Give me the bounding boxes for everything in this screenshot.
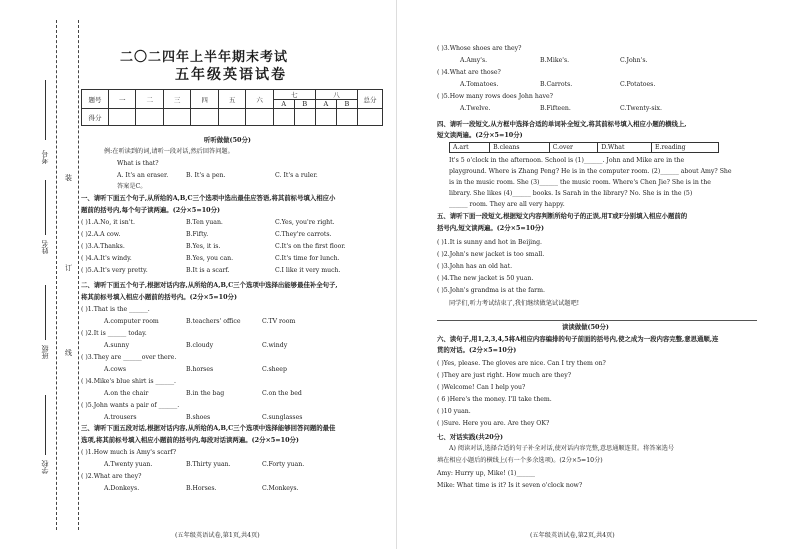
score-col: 五 [218, 90, 245, 109]
section3-title-2: 选项,将其前标号填入相应小题前的括号内,每段对话读两遍。(2分×5=10分) [81, 436, 299, 444]
answer-option: A.computer room [104, 318, 159, 325]
score-table [81, 89, 383, 126]
question-item[interactable]: ( )4.Mike's blue shirt is ______. [81, 378, 177, 385]
answer-option: C.on the bed [262, 390, 302, 397]
example-option-c: C. It's a ruler. [275, 172, 318, 179]
xuexiao-label: 学校 [41, 460, 49, 474]
reading-part-title: 读读做做(50分) [562, 323, 609, 331]
answer-option: B.Thirty yuan. [186, 461, 231, 468]
answer-option: B.Ten yuan. [186, 219, 223, 226]
question-item[interactable]: ( )5.How many rows does John have? [437, 93, 553, 100]
page-divider [396, 0, 397, 549]
kaohao-label: 考号 [41, 150, 49, 164]
true-false-item[interactable]: ( )3.John has an old hat. [437, 263, 513, 270]
section7-title: 七、对话实践(共20分) [437, 433, 504, 441]
true-false-item[interactable]: ( )2.John's new jacket is too small. [437, 251, 545, 258]
question-item[interactable]: ( )2.It is ______ today. [81, 330, 147, 337]
question-item[interactable]: ( )3.They are ______over there. [81, 354, 177, 361]
score-cell[interactable] [136, 109, 163, 126]
ordering-item[interactable]: ( )10 yuan. [437, 408, 471, 415]
ordering-item[interactable]: ( )They are just right. How much are they? [437, 372, 572, 379]
answer-option: A.Donkeys. [104, 485, 140, 492]
banji-field[interactable] [45, 285, 46, 340]
binding-line [56, 20, 57, 530]
exam-title: 二〇二四年上半年期末考试 [120, 50, 289, 65]
example-answer: 答案是C。 [117, 183, 147, 190]
answer-option: C.Monkeys. [262, 485, 299, 492]
binding-mark-3: 线 [65, 349, 72, 357]
answer-option: C.windy [262, 342, 288, 349]
binding-line-inner [78, 20, 79, 530]
answer-option: C.Twenty-six. [620, 105, 663, 112]
score-cell[interactable] [191, 109, 218, 126]
section2-title: 二、请听下面五个句子,根据对话内容,从所给的A,B,C三个选项中选择出能够最佳补全句子, [81, 281, 338, 289]
score-cell[interactable] [336, 109, 357, 126]
answer-option: B.It is a scarf. [186, 267, 230, 274]
kaohao-field[interactable] [45, 80, 46, 140]
score-col: 一 [109, 90, 136, 109]
section6-title-2: 贯的对话。(2分×5=10分) [437, 346, 517, 354]
ordering-item[interactable]: ( )Welcome! Can I help you? [437, 384, 526, 391]
answer-option: B.teachers' office [186, 318, 241, 325]
xingming-label: 姓名 [41, 240, 49, 254]
answer-option: C.They're carrots. [275, 231, 332, 238]
word-box-option: D.What [598, 143, 652, 153]
score-sub: B [294, 100, 315, 109]
answer-option: B.Yes, it is. [186, 243, 221, 250]
answer-option: C.It's time for lunch. [275, 255, 340, 262]
section5-title-2: 括号内,短文读两遍。(2分×5=10分) [437, 224, 545, 232]
banji-label: 班级 [41, 345, 49, 359]
exam-subtitle: 五年级英语试卷 [175, 67, 287, 83]
answer-option: B.shoes [186, 414, 211, 421]
answer-option: A.Tomatoes. [460, 81, 499, 88]
word-box-option: E.reading [651, 143, 718, 153]
answer-option: A.Amy's. [460, 57, 488, 64]
listening-part-title: 听听做做(50分) [204, 136, 251, 144]
answer-option: C.I like it very much. [275, 267, 341, 274]
answer-option: C.John's. [620, 57, 648, 64]
score-col: 四 [191, 90, 218, 109]
passage-line: is in the music room. She (3)______ the music room. Where's Chen Jie? She is in the [449, 179, 711, 186]
score-col: 六 [246, 90, 273, 109]
true-false-item[interactable]: ( )1.It is sunny and hot in Beijing. [437, 239, 543, 246]
word-box [449, 142, 719, 153]
answer-option: B.Horses. [186, 485, 217, 492]
section4-title-2: 短文读两遍。(2分×5=10分) [437, 131, 523, 139]
answer-option: A.trousers [104, 414, 137, 421]
section3-title: 三、请听下面五段对话,根据对话内容,从所给的A,B,C三个选项中选择能够回答问题的最佳 [81, 424, 336, 432]
question-item[interactable]: ( )5.John wants a pair of ______. [81, 402, 180, 409]
answer-option: C.Potatoes. [620, 81, 656, 88]
score-col: 八 [315, 90, 357, 100]
true-false-item[interactable]: ( )5.John's grandma is at the farm. [437, 287, 545, 294]
question-item[interactable]: ( )2.A.A cow. [81, 231, 121, 238]
answer-option: C.It's on the first floor. [275, 243, 346, 250]
section7-intro-2: 填在相应小题后的横线上(有一个多余选项)。(2分×5=10分) [437, 457, 603, 464]
answer-option: B.cloudy [186, 342, 214, 349]
score-cell[interactable] [358, 109, 383, 126]
answer-option: B.Carrots. [540, 81, 573, 88]
answer-option: C.Forty yuan. [262, 461, 305, 468]
score-sub: A [315, 100, 336, 109]
question-item[interactable]: ( )2.What are they? [81, 473, 142, 480]
section2-title-2: 将其前标号填入相应小题前的括号内。(2分×5=10分) [81, 293, 237, 301]
answer-option: B.Fifty. [186, 231, 209, 238]
question-item[interactable]: ( )5.A.It's very pretty. [81, 267, 148, 274]
score-cell[interactable] [273, 109, 294, 126]
score-total: 总分 [358, 90, 383, 109]
passage-line: It's 5 o'clock in the afternoon. School is (1)______. John and Mike are in the [449, 157, 685, 164]
section1-title-2: 题前的括号内,每个句子读两遍。(2分×5=10分) [81, 206, 221, 214]
passage-line: playground. Where is Zhang Peng? He is in the computer room. (2)______ about Amy? She [449, 168, 732, 175]
passage-line: ______ room. They are all very happy. [449, 201, 565, 208]
answer-option: C.Yes, you're right. [275, 219, 335, 226]
answer-option: C.sunglasses [262, 414, 303, 421]
section7-intro: A) 阅读对话,选择合适的句子补全对话,使对话内容完整,意思通顺连贯。将答案选号 [449, 445, 675, 452]
question-item[interactable]: ( )3.Whose shoes are they? [437, 45, 522, 52]
section5-title: 五、请听下面一段短文,根据短文内容判断所给句子的正误,用T或F分别填入相应小题前的 [437, 212, 688, 220]
answer-option: A.sunny [104, 342, 130, 349]
binding-mark-2: 订 [65, 264, 72, 272]
word-box-option: C.over [549, 143, 598, 153]
answer-option: B.Mike's. [540, 57, 570, 64]
score-col: 七 [273, 90, 315, 100]
ordering-item[interactable]: ( 6 )Here's the money. I'll take them. [437, 396, 552, 403]
example-intro: 例:在听读到的词,请听一段对话,然后回答问题。 [104, 148, 234, 155]
section1-title: 一、请听下面五个句子,从所给的A,B,C三个选项中选出最佳应答语,将其前标号填入相应小 [81, 194, 336, 202]
question-item[interactable]: ( )1.A.No, it isn't. [81, 219, 135, 226]
answer-option: A.Twelve. [460, 105, 491, 112]
ordering-item[interactable]: ( )Sure. Here you are. Are they OK? [437, 420, 550, 427]
score-head: 题号 [82, 90, 109, 109]
question-item[interactable]: ( )4.A.It's windy. [81, 255, 132, 262]
dialogue-line: Amy: Hurry up, Mike! (1)______ [437, 470, 536, 477]
binding-margin [0, 0, 90, 549]
word-box-option: A.art [450, 143, 490, 153]
score-col: 三 [163, 90, 190, 109]
score-cell[interactable] [246, 109, 273, 126]
listening-end-note: 同学们,听力考试结束了,我们继续做笔试试题吧! [449, 300, 580, 307]
answer-option: A.on the chair [104, 390, 149, 397]
score-cell[interactable] [163, 109, 190, 126]
section4-title: 四、请听一段短文,从方框中选择合适的单词补全短文,将其前标号填入相应小题的横线上, [437, 120, 687, 128]
score-cell[interactable] [109, 109, 136, 126]
score-col: 二 [136, 90, 163, 109]
answer-option: C.TV room [262, 318, 296, 325]
section6-title: 六、读句子,用1,2,3,4,5将A相应内容编排的句子前面的括号内,使之成为一段内容完整,意思通顺,连 [437, 335, 719, 343]
score-row-label: 得分 [82, 109, 109, 126]
question-item[interactable]: ( )1.How much is Amy's scarf? [81, 449, 177, 456]
ordering-item[interactable]: ( )Yes, please. The gloves are nice. Can I try them on? [437, 360, 606, 367]
example-option-b: B. It's a pen. [186, 172, 226, 179]
xuexiao-field[interactable] [45, 395, 46, 455]
xingming-field[interactable] [45, 180, 46, 235]
answer-option: C.sheep [262, 366, 287, 373]
passage-line: library. She likes (4)______ books. Is Sarah in the library? No. She is in the (5) [449, 190, 693, 197]
left-page-footer: (五年级英语试卷,第1页,共4页) [175, 532, 260, 539]
binding-mark-1: 装 [65, 174, 72, 182]
example-option-a: A. It's an eraser. [117, 172, 169, 179]
answer-option: A.cows [104, 366, 127, 373]
example-question: What is that? [117, 160, 159, 167]
dialogue-line: Mike: What time is it? Is it seven o'clock now? [437, 482, 583, 489]
answer-option: B.Yes, you can. [186, 255, 234, 262]
answer-option: B.in the bag [186, 390, 225, 397]
question-item[interactable]: ( )1.That is the ______. [81, 306, 150, 313]
right-page-footer: (五年级英语试卷,第2页,共4页) [530, 532, 615, 539]
section-rule [437, 320, 757, 321]
word-box-option: B.cleans [490, 143, 550, 153]
score-cell[interactable] [218, 109, 245, 126]
question-item[interactable]: ( )3.A.Thanks. [81, 243, 125, 250]
answer-option: B.horses [186, 366, 214, 373]
true-false-item[interactable]: ( )4.The new jacket is 50 yuan. [437, 275, 534, 282]
answer-option: A.Twenty yuan. [104, 461, 153, 468]
score-sub: B [336, 100, 357, 109]
score-cell[interactable] [315, 109, 336, 126]
question-item[interactable]: ( )4.What are those? [437, 69, 501, 76]
answer-option: B.Fifteen. [540, 105, 571, 112]
score-sub: A [273, 100, 294, 109]
score-cell[interactable] [294, 109, 315, 126]
